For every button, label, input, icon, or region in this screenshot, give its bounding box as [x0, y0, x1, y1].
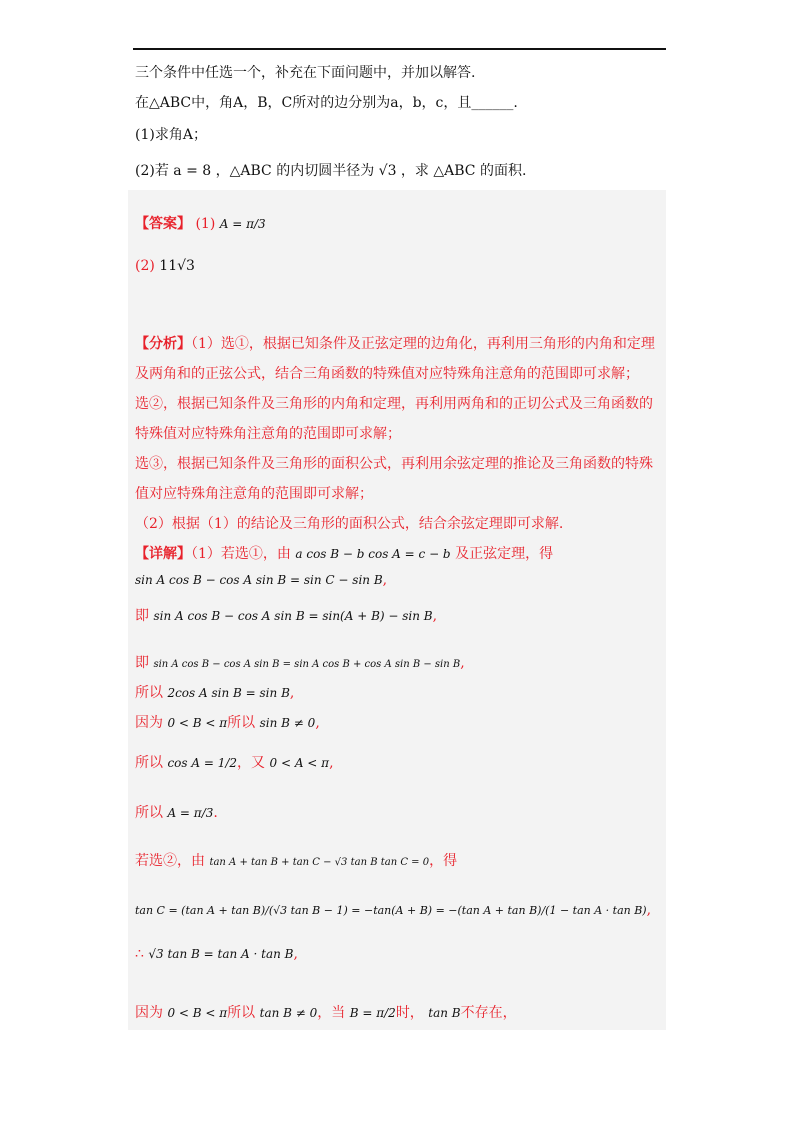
detail-line-11: ∴ √3 tan B = tan A · tan B, — [135, 946, 298, 962]
detail-line-12: 因为 0 < B < π所以 tan B ≠ 0，当 B = π/2时， tan B不存在， — [135, 1005, 517, 1021]
analysis-line-3: 选②，根据已知条件及三角形的内角和定理，再利用两角和的正切公式及三角函数的 — [135, 396, 653, 412]
detail-line-3: 即 sin A cos B − cos A sin B = sin(A + B) − sin B, — [135, 608, 438, 624]
analysis-line-1: 【分析】（1）选①，根据已知条件及正弦定理的边角化，再利用三角形的内角和定理 — [135, 336, 655, 352]
answer-2-prefix: (2) — [135, 258, 155, 274]
question-part1: (1)求角A； — [135, 127, 207, 143]
analysis-line-6: 值对应特殊角注意角的范围即可求解； — [135, 486, 373, 502]
detail-line-6: 因为 0 < B < π所以 sin B ≠ 0, — [135, 715, 320, 731]
detail-line-10: tan C = (tan A + tan B)/(√3 tan B − 1) = −tan(A + B) = −(tan A + tan B)/(1 − tan A · tan B), — [135, 902, 652, 918]
detail-label: 【详解】 — [135, 546, 191, 562]
analysis-line-5: 选③，根据已知条件及三角形的面积公式，再利用余弦定理的推论及三角函数的特殊 — [135, 456, 653, 472]
question-intro: 三个条件中任选一个，补充在下面问题中，并加以解答. — [135, 65, 476, 81]
detail-line-1: 【详解】（1）若选①，由 a cos B − b cos A = c − b 及正弦定理，得 — [135, 546, 554, 562]
analysis-line-4: 特殊值对应特殊角注意角的范围即可求解； — [135, 426, 401, 442]
top-rule — [133, 48, 666, 50]
detail-line-2: sin A cos B − cos A sin B = sin C − sin B, — [135, 572, 388, 588]
analysis-label: 【分析】 — [135, 336, 191, 352]
answer-line2 — [135, 258, 195, 274]
analysis-line-7: （2）根据（1）的结论及三角形的面积公式，结合余弦定理即可求解. — [135, 516, 564, 532]
detail-line-8: 所以 A = π/3. — [135, 805, 218, 821]
answer-line1 — [135, 213, 266, 233]
detail-line-7: 所以 cos A = 1/2，又 0 < A < π, — [135, 755, 334, 771]
analysis-line-2: 及两角和的正弦公式，结合三角函数的特殊值对应特殊角注意角的范围即可求解； — [135, 366, 639, 382]
question-part2: (2)若 a = 8 ，△ABC 的内切圆半径为 √3 ，求 △ABC 的面积. — [135, 163, 527, 179]
question-setup: 在△ABC中，角A，B，C所对的边分别为a，b，c，且______. — [135, 95, 518, 111]
answer-2-value: 11√3 — [159, 258, 195, 274]
answer-1-value: A = π/3 — [219, 217, 266, 231]
answer-1-prefix: (1) — [195, 216, 216, 232]
answer-label: 【答案】 — [135, 216, 191, 232]
detail-line-4: 即 sin A cos B − cos A sin B = sin A cos B + cos A sin B − sin B, — [135, 655, 465, 671]
detail-line-5: 所以 2cos A sin B = sin B, — [135, 685, 295, 701]
detail-line-9: 若选②，由 tan A + tan B + tan C − √3 tan B tan C = 0，得 — [135, 853, 458, 869]
